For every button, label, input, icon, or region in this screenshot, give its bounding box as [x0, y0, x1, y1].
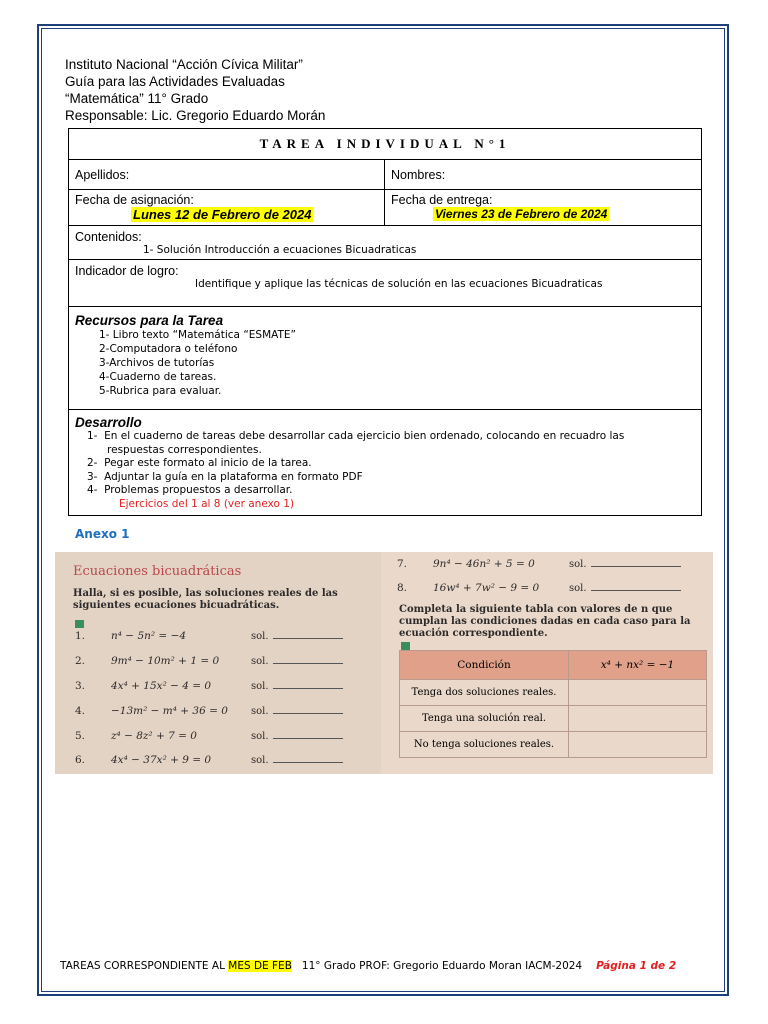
equation-item: 8. 16w⁴ + 7w² − 9 = 0 sol.: [397, 582, 681, 594]
nombres-label: Nombres:: [391, 168, 446, 182]
development-item: respuestas correspondientes.: [87, 443, 262, 456]
contents-label: Contenidos:: [75, 230, 142, 244]
page-number: Página 1 de 2: [596, 960, 677, 972]
resources-list: [75, 328, 695, 398]
page-footer: [60, 960, 676, 972]
development-note: Ejercicios del 1 al 8 (ver anexo 1): [119, 497, 295, 510]
condition-row: Tenga dos soluciones reales.: [400, 679, 706, 705]
dates-row: [69, 189, 701, 225]
resource-item: 3-Archivos de tutorías: [99, 357, 215, 369]
indicator-row: [69, 259, 701, 306]
assignment-title: TAREA INDIVIDUAL N°1: [259, 136, 511, 151]
resources-row: [69, 306, 701, 409]
resource-item: 1- Libro texto “Matemática “ESMATE”: [99, 329, 296, 341]
due-date-label: Fecha de entrega:: [391, 193, 493, 207]
condition-header: Condición: [400, 651, 569, 679]
textbook-photo: [55, 552, 713, 774]
assignment-date-value: Lunes 12 de Febrero de 2024: [133, 207, 312, 222]
condition-row: No tenga soluciones reales.: [400, 731, 706, 757]
resource-item: 4-Cuaderno de tareas.: [99, 371, 217, 383]
footer-course-info: 11° Grado PROF: Gregorio Eduardo Moran IACM-2024: [291, 960, 583, 972]
textbook-instruction: Halla, si es posible, las soluciones reales de las siguientes ecuaciones bicuadráticas.: [73, 588, 338, 611]
assignment-date-label: Fecha de asignación:: [75, 193, 194, 207]
resource-item: 5-Rubrica para evaluar.: [99, 385, 222, 397]
textbook-section-title: Ecuaciones bicuadráticas: [73, 564, 242, 579]
equation-item: 6. 4x⁴ − 37x² + 9 = 0 sol.: [75, 754, 343, 766]
equation-item: 4. −13m² − m⁴ + 36 = 0 sol.: [75, 705, 343, 717]
contents-value: 1- Solución Introducción a ecuaciones Bicuadraticas: [143, 244, 417, 256]
annex-label: Anexo 1: [75, 527, 130, 541]
indicator-label: Indicador de logro:: [75, 264, 179, 278]
assignment-table: [68, 128, 702, 516]
condition-table: [399, 650, 707, 758]
equation-item: 3. 4x⁴ + 15x² − 4 = 0 sol.: [75, 680, 343, 692]
subject-grade: “Matemática” 11° Grado: [65, 91, 209, 106]
resources-title: Recursos para la Tarea: [75, 313, 224, 328]
condition-row: Tenga una solución real.: [400, 705, 706, 731]
responsible-teacher: Responsable: Lic. Gregorio Eduardo Morán: [65, 108, 326, 123]
name-row: [69, 159, 701, 189]
indicator-value: Identifique y aplique las técnicas de solución en las ecuaciones Bicuadraticas: [195, 278, 603, 290]
guide-title: Guía para las Actividades Evaluadas: [65, 74, 285, 89]
assignment-date-cell: [69, 190, 385, 225]
due-date-cell: [385, 190, 701, 225]
equation-item: 7. 9n⁴ − 46n² + 5 = 0 sol.: [397, 558, 681, 570]
development-row: [69, 409, 701, 515]
complete-table-instruction: Completa la siguiente tabla con valores de n que cumplan las condiciones dadas en cada caso para la ecuación correspondiente.: [399, 604, 691, 639]
exercise-marker-icon: [401, 642, 410, 650]
development-item: 1- En el cuaderno de tareas debe desarrollar cada ejercicio bien ordenado, colocando en recuadro las: [87, 430, 625, 442]
exercise-marker-icon: [75, 620, 84, 628]
equation-item: 2. 9m⁴ − 10m² + 1 = 0 sol.: [75, 655, 343, 667]
contents-row: [69, 225, 701, 259]
textbook-right-page: [381, 552, 713, 774]
document-header: [65, 56, 325, 124]
development-item: 3- Adjuntar la guía en la plataforma en formato PDF: [87, 470, 363, 483]
condition-table-header: [400, 651, 706, 679]
development-item: 4- Problemas propuestos a desarrollar.: [87, 484, 293, 496]
development-title: Desarrollo: [75, 415, 142, 430]
due-date-value: Viernes 23 de Febrero de 2024: [435, 207, 608, 221]
equation-item: 5. z⁴ − 8z² + 7 = 0 sol.: [75, 730, 343, 742]
development-list: [75, 430, 695, 511]
apellidos-label: Apellidos:: [69, 160, 385, 189]
resource-item: 2-Computadora o teléfono: [99, 343, 238, 355]
textbook-left-page: [55, 552, 381, 774]
footer-prefix: TAREAS CORRESPONDIENTE AL: [60, 960, 229, 972]
equation-item: 1. n⁴ − 5n² = −4 sol.: [75, 630, 343, 642]
equation-header: x⁴ + nx² = −1: [600, 659, 675, 671]
development-item: 2- Pegar este formato al inicio de la tarea.: [87, 457, 312, 469]
footer-month: MES DE FEB: [228, 960, 292, 972]
institution-name: Instituto Nacional “Acción Cívica Militar”: [65, 57, 303, 72]
